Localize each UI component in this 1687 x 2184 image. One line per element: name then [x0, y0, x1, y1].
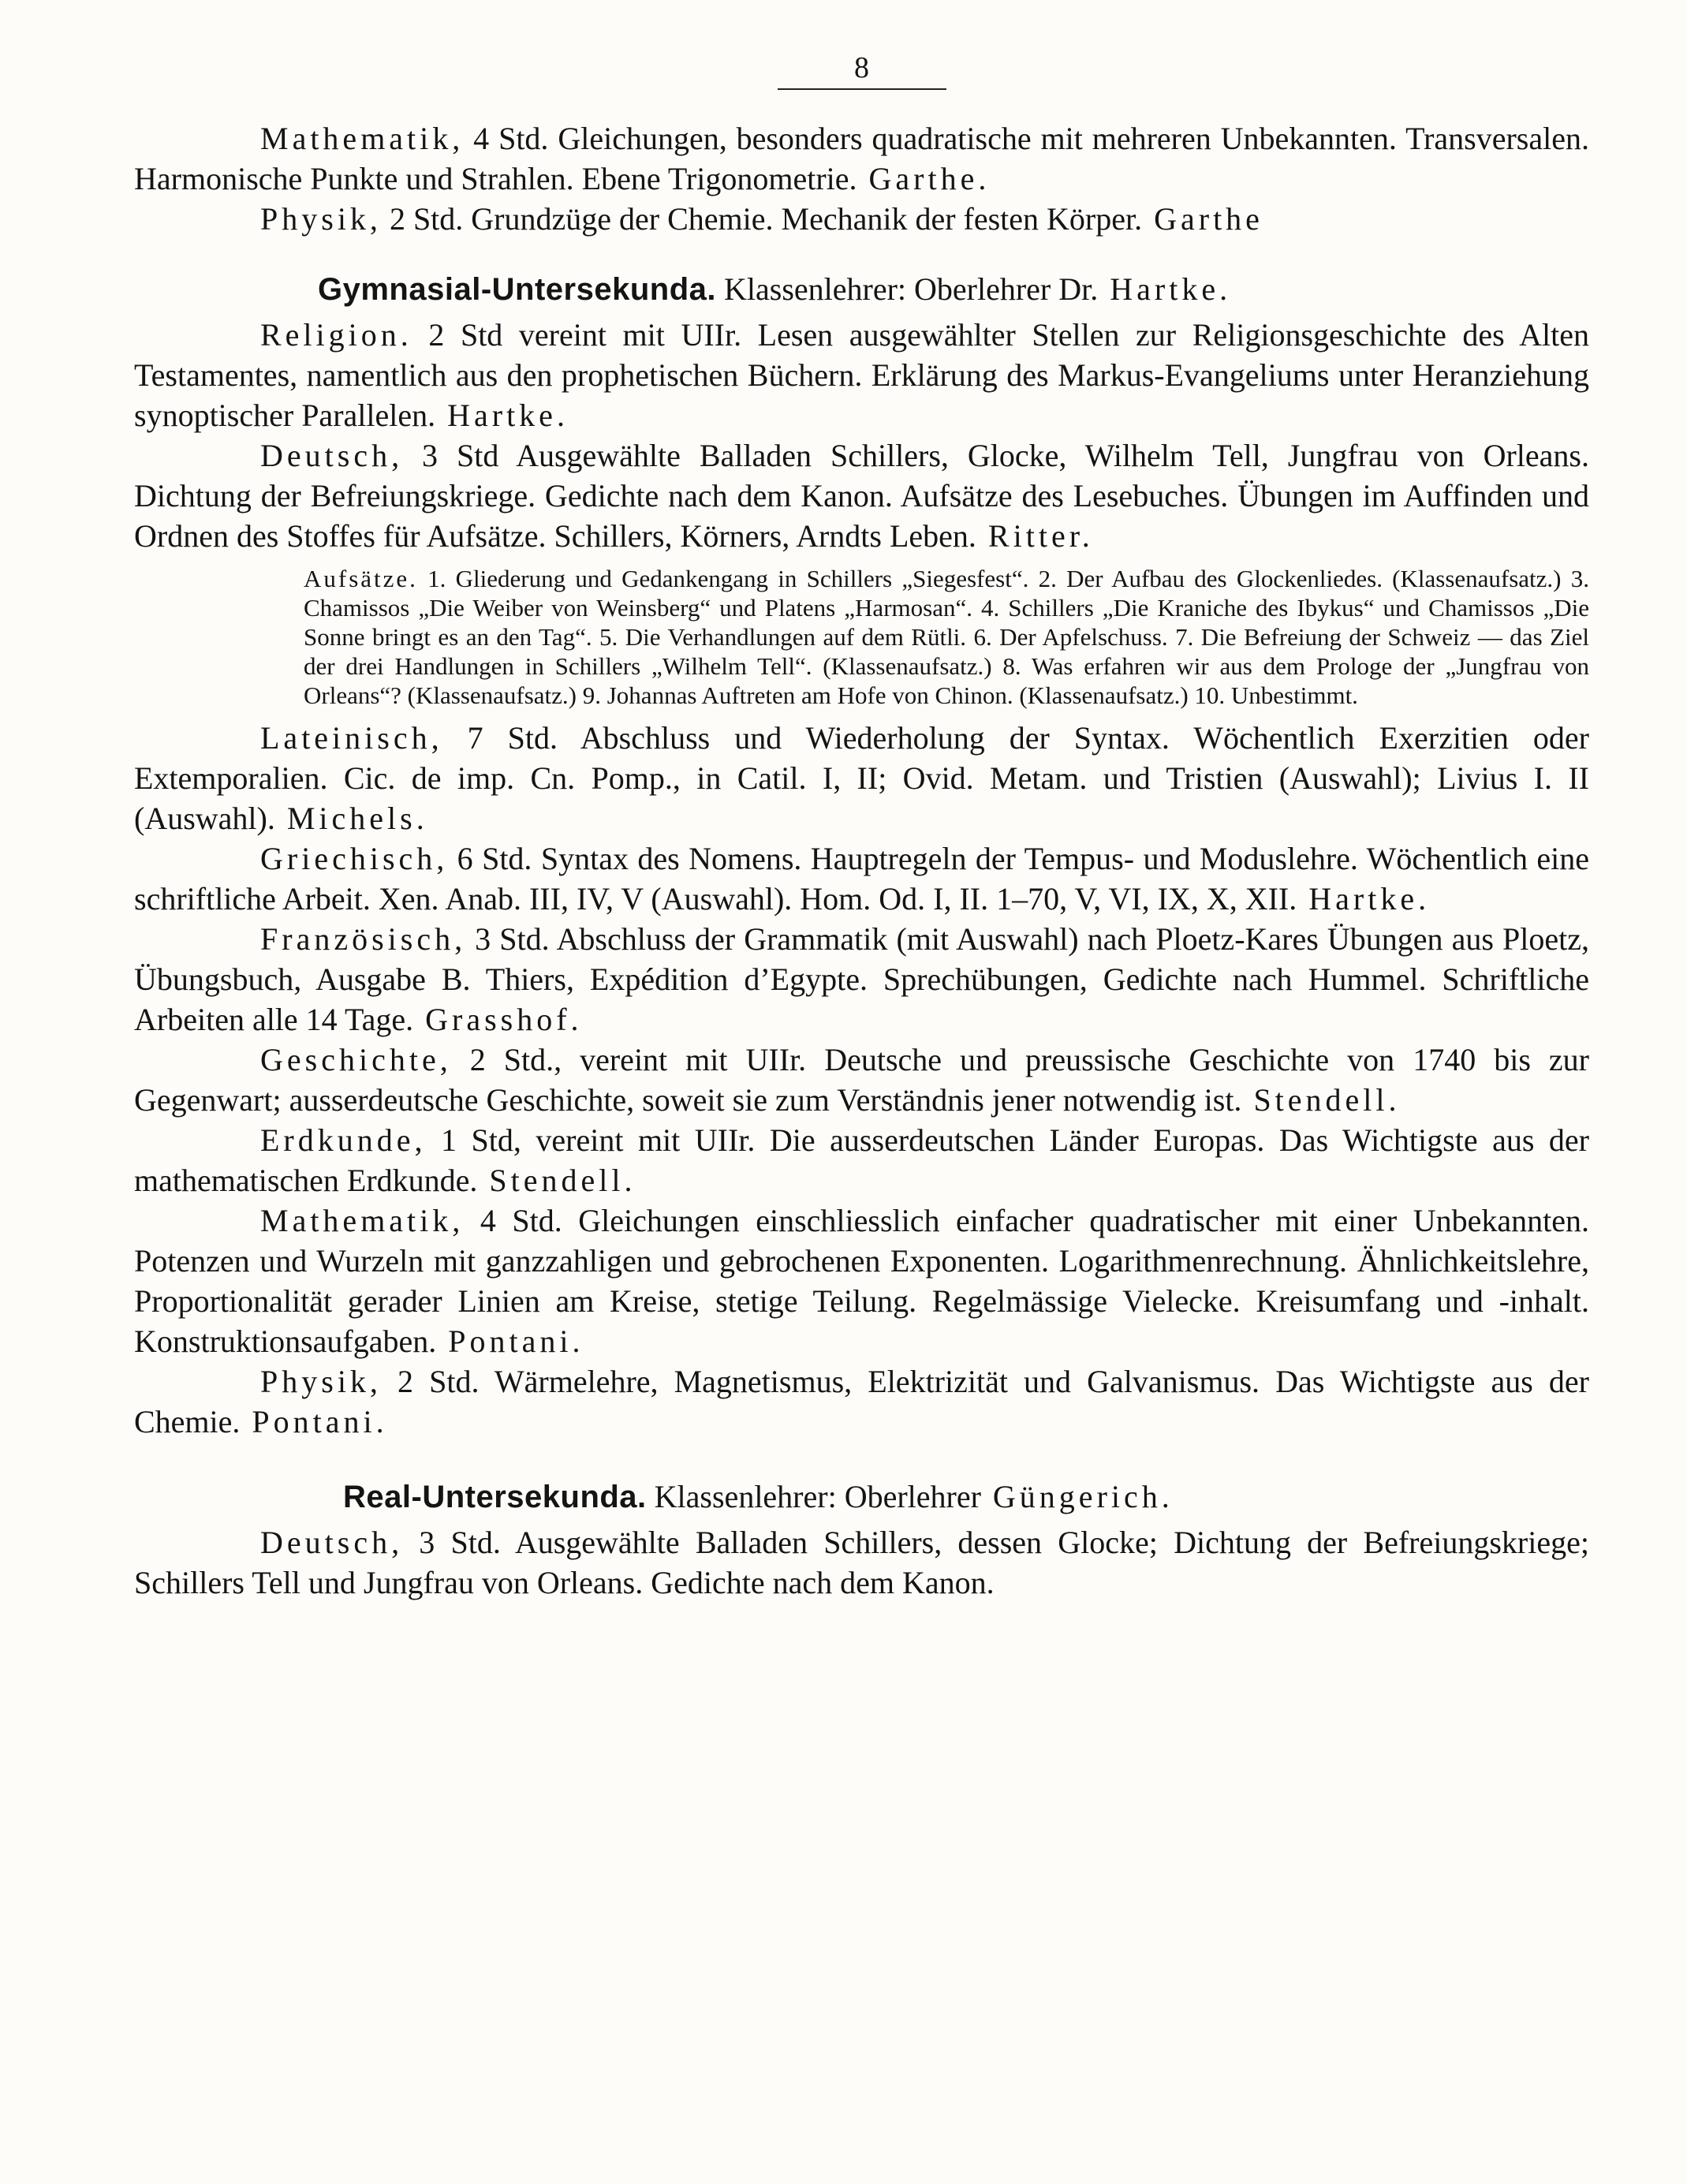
teacher: Stendell.	[477, 1163, 636, 1198]
teacher: Stendell.	[1241, 1082, 1401, 1118]
teacher: Hartke.	[1297, 881, 1431, 917]
body-text: 2 Std. Grundzüge der Chemie. Mechanik der festen Körper.	[381, 201, 1143, 237]
paragraph-mathematik-1	[134, 118, 1589, 199]
section-heading-gymnasial-untersekunda	[134, 269, 1589, 310]
paragraph-religion	[134, 315, 1589, 435]
body-text: 2 Std., vereint mit UIIr. Deutsche und preussische Geschichte von 1740 bis zur Gegenwart; ausserdeutsche Geschichte, soweit sie zum Verständnis jener notwendig ist.	[134, 1042, 1589, 1118]
paragraph-deutsch-2	[134, 1522, 1589, 1603]
body-text: 3 Std Ausgewählte Balladen Schillers, Glocke, Wilhelm Tell, Jungfrau von Orleans. Dichtung der Befreiungskriege. Gedichte nach dem Kanon. Aufsätze des Lesebuches. Übungen im Auffinden und Ordnen des Stoffes für Aufsätze. Schillers, Körners, Arndts Leben.	[134, 438, 1589, 554]
subject: Französisch,	[260, 921, 467, 957]
body-text: 2 Std. Wärmelehre, Magnetismus, Elektrizität und Galvanismus. Das Wichtigste aus der Chemie.	[134, 1364, 1589, 1439]
subject: Erdkunde,	[260, 1122, 427, 1158]
paragraph-physik-2	[134, 1361, 1589, 1442]
teacher: Hartke.	[435, 398, 569, 433]
body-text: 4 Std. Gleichungen einschliesslich einfacher quadratischer mit einer Unbekannten. Potenzen und Wurzeln mit ganzzahligen und gebrochenen Exponenten. Logarithmenrechnung. Ähnlichkeitslehre, Proportionalität gerader Linien am Kreise, stetige Teilung. Regelmässige Vielecke. Kreisumfang und -inhalt. Konstruktionsaufgaben.	[134, 1203, 1589, 1359]
class-teacher-label: Klassenlehrer: Oberlehrer Dr.	[716, 271, 1099, 307]
body-text: 3 Std. Ausgewählte Balladen Schillers, dessen Glocke; Dichtung der Befreiungskriege; Schillers Tell und Jungfrau von Orleans. Gedichte nach dem Kanon.	[134, 1525, 1589, 1600]
subject: Lateinisch,	[260, 720, 443, 756]
subject: Mathematik,	[260, 1203, 465, 1238]
teacher: Ritter.	[976, 518, 1094, 554]
class-teacher: Hartke.	[1098, 271, 1232, 307]
page-number-rule	[778, 88, 946, 90]
section-title: Gymnasial-Untersekunda.	[318, 272, 716, 307]
subject: Griechisch,	[260, 841, 449, 876]
paragraph-griechisch	[134, 838, 1589, 919]
body-text: 4 Std. Gleichungen, besonders quadratische mit mehreren Unbekannten. Transversalen. Harmonische Punkte und Strahlen. Ebene Trigonometrie.	[134, 121, 1589, 196]
class-teacher: Güngerich.	[980, 1479, 1174, 1514]
paragraph-geschichte	[134, 1040, 1589, 1120]
subject: Mathematik,	[260, 121, 465, 156]
document-page	[134, 47, 1589, 1603]
teacher: Garthe.	[857, 161, 991, 196]
subject: Religion.	[260, 317, 412, 353]
body-text: 2 Std vereint mit UIIr. Lesen ausgewählter Stellen zur Religionsgeschichte des Alten Testamentes, namentlich aus den prophetischen Büchern. Erklärung des Markus-Evangeliums unter Heranziehung synoptischer Parallelen.	[134, 317, 1589, 433]
body-text: 7 Std. Abschluss und Wiederholung der Syntax. Wöchentlich Exerzitien oder Extemporalien. Cic. de imp. Cn. Pomp., in Catil. I, II; Ovid. Metam. und Tristien (Auswahl); Livius I. II (Auswahl).	[134, 720, 1589, 836]
page-number: 8	[854, 51, 869, 84]
essay-topics	[134, 564, 1589, 710]
teacher: Pontani.	[240, 1404, 388, 1439]
essay-list: 1. Gliederung und Gedankengang in Schillers „Siegesfest“. 2. Der Aufbau des Glockenliedes. (Klassenaufsatz.) 3. Chamissos „Die Weiber von Weinsberg“ und Platens „Harmosan“. 4. Schillers „Die Kraniche des Ibykus“ und Chamissos „Die Sonne bringt es an den Tag“. 5. Die Verhandlungen auf dem Rütli. 6. Der Apfelschuss. 7. Die Befreiung der Schweiz — das Ziel der drei Handlungen in Schillers „Wilhelm Tell“. (Klassenaufsatz.) 8. Was erfahren wir aus dem Prologe der „Jungfrau von Orleans“? (Klassenaufsatz.) 9. Johannas Auftreten am Hofe von Chinon. (Klassenaufsatz.) 10. Unbestimmt.	[304, 565, 1589, 709]
paragraph-lateinisch	[134, 718, 1589, 838]
section-heading-real-untersekunda	[134, 1477, 1589, 1518]
teacher: Michels.	[274, 801, 428, 836]
subject: Physik,	[260, 201, 382, 237]
paragraph-franzoesisch	[134, 919, 1589, 1040]
essay-label: Aufsätze.	[304, 565, 418, 592]
subject: Physik,	[260, 1364, 382, 1399]
body-text: 1 Std, vereint mit UIIr. Die ausserdeutschen Länder Europas. Das Wichtigste aus der mathematischen Erdkunde.	[134, 1122, 1589, 1198]
body-text: 3 Std. Abschluss der Grammatik (mit Auswahl) nach Ploetz-Kares Übungen aus Ploetz, Übungsbuch, Ausgabe B. Thiers, Expédition d’Egypte. Sprechübungen, Gedichte nach Hummel. Schriftliche Arbeiten alle 14 Tage.	[134, 921, 1589, 1037]
paragraph-erdkunde	[134, 1120, 1589, 1200]
teacher: Pontani.	[436, 1323, 584, 1359]
teacher: Garthe	[1142, 201, 1263, 237]
section-title: Real-Untersekunda.	[343, 1480, 647, 1514]
body-text: 6 Std. Syntax des Nomens. Hauptregeln der Tempus- und Moduslehre. Wöchentlich eine schriftliche Arbeit. Xen. Anab. III, IV, V (Auswahl). Hom. Od. I, II. 1–70, V, VI, IX, X, XII.	[134, 841, 1589, 917]
teacher: Grasshof.	[413, 1002, 583, 1037]
paragraph-deutsch-1	[134, 435, 1589, 556]
paragraph-physik-1	[134, 199, 1589, 239]
paragraph-mathematik-2	[134, 1200, 1589, 1361]
class-teacher-label: Klassenlehrer: Oberlehrer	[646, 1479, 981, 1514]
subject: Deutsch,	[260, 1525, 404, 1560]
subject: Geschichte,	[260, 1042, 452, 1077]
subject: Deutsch,	[260, 438, 404, 473]
